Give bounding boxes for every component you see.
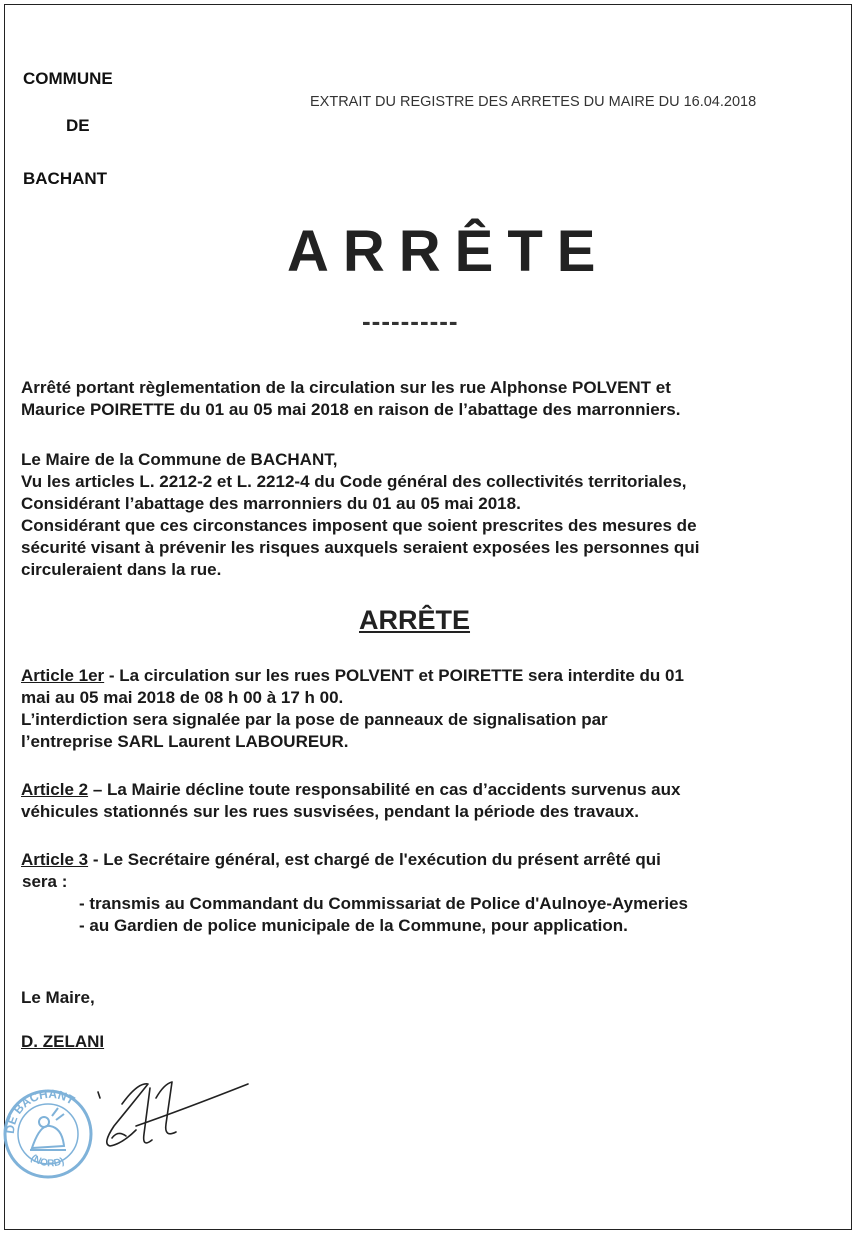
preamble-line: sécurité visant à prévenir les risques auxquels seraient exposées les personnes qui	[21, 538, 700, 557]
mayor-signature	[92, 1074, 252, 1164]
page-title: ARRÊTE	[287, 219, 610, 284]
article-2	[21, 779, 831, 823]
decree-title: ARRÊTE	[359, 605, 471, 635]
article-3-item: - transmis au Commandant du Commissariat de Police d'Aulnoye-Aymeries	[79, 894, 688, 913]
article-2-text: – La Mairie décline toute responsabilité en cas d’accidents survenus aux	[88, 780, 681, 799]
preamble-line: Vu les articles L. 2212-2 et L. 2212-4 du Code général des collectivités territoriales,	[21, 472, 687, 491]
article-1	[21, 665, 831, 753]
decree-subject	[21, 377, 831, 421]
signature-role: Le Maire,	[21, 988, 95, 1007]
article-3	[21, 849, 831, 937]
subject-line: Maurice POIRETTE du 01 au 05 mai 2018 en raison de l’abattage des marronniers.	[21, 400, 681, 419]
stamp-top-text: DE BACHANT	[2, 1086, 78, 1135]
article-1-text: - La circulation sur les rues POLVENT et POIRETTE sera interdite du 01	[104, 666, 684, 685]
stamp-bottom-text: (NORD)	[28, 1152, 66, 1170]
article-3-item: - au Gardien de police municipale de la Commune, pour application.	[79, 916, 628, 935]
preamble-line: Le Maire de la Commune de BACHANT,	[21, 450, 338, 469]
article-1-line: L’interdiction sera signalée par la pose de panneaux de signalisation par	[21, 710, 608, 729]
preamble-line: Considérant l’abattage des marronniers du 01 au 05 mai 2018.	[21, 494, 521, 513]
article-1-line: mai au 05 mai 2018 de 08 h 00 à 17 h 00.	[21, 688, 344, 707]
municipal-stamp	[0, 1076, 100, 1186]
commune-label: COMMUNE	[23, 69, 113, 88]
title-separator: ----------	[362, 306, 459, 336]
commune-name: BACHANT	[23, 169, 108, 188]
preamble-line: circuleraient dans la rue.	[21, 560, 222, 579]
article-3-text: - Le Secrétaire général, est chargé de l'exécution du présent arrêté qui	[88, 850, 661, 869]
preamble-line: Considérant que ces circonstances imposent que soient prescrites des mesures de	[21, 516, 697, 535]
article-3-label: Article 3	[21, 850, 89, 869]
article-3-line: sera :	[22, 872, 68, 891]
commune-de-label: DE	[66, 116, 90, 135]
subject-line: Arrêté portant règlementation de la circulation sur les rue Alphonse POLVENT et	[21, 378, 671, 397]
signature-name: D. ZELANI	[21, 1032, 105, 1051]
preamble	[21, 449, 831, 581]
svg-text:(NORD)	[29, 1153, 66, 1170]
article-1-line: l’entreprise SARL Laurent LABOUREUR.	[21, 732, 349, 751]
register-extract: EXTRAIT DU REGISTRE DES ARRETES DU MAIRE DU 16.04.2018	[310, 94, 757, 110]
article-2-label: Article 2	[21, 780, 89, 799]
article-1-label: Article 1er	[21, 666, 105, 685]
article-2-line: véhicules stationnés sur les rues susvisées, pendant la période des travaux.	[21, 802, 639, 821]
